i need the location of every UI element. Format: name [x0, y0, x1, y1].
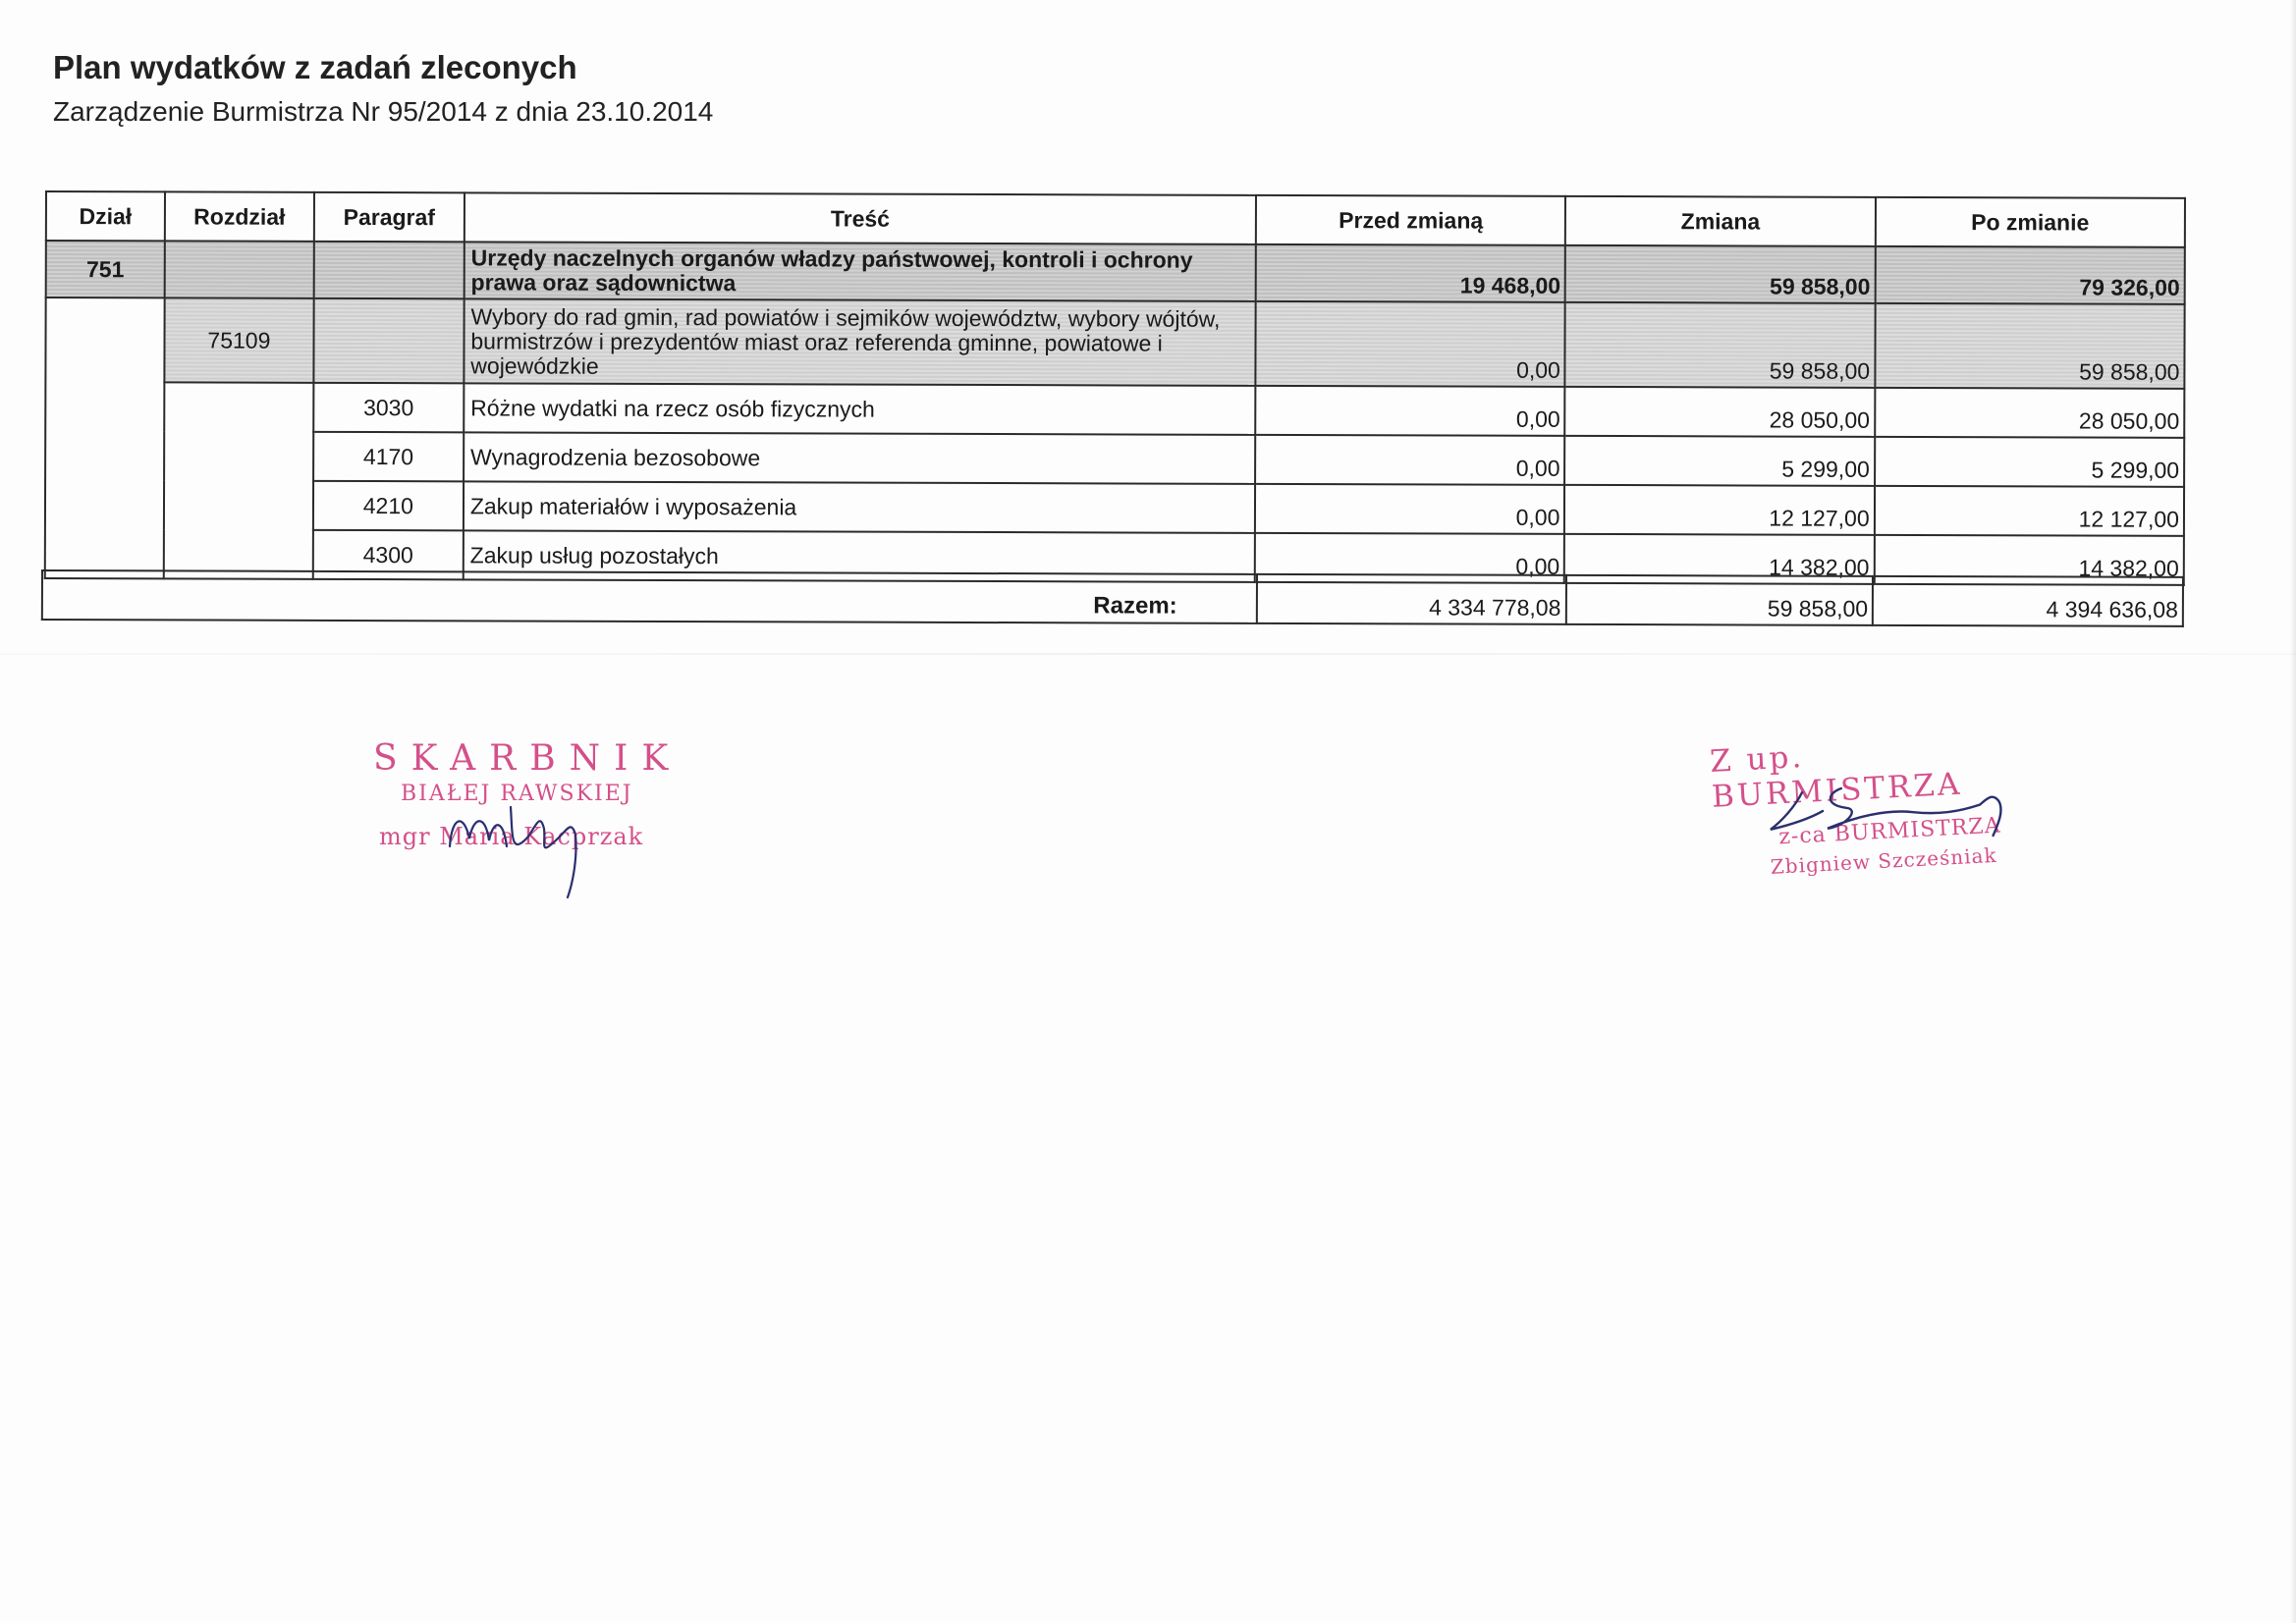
dzial-paragraf-empty: [314, 242, 465, 298]
total-row: [42, 570, 2183, 626]
paragraf-przed: 0,00: [1255, 435, 1564, 485]
paragraf-przed: 0,00: [1255, 386, 1564, 436]
total-po: 4 394 636,08: [1873, 576, 2183, 626]
mayor-stamp-name: Zbigniew Szcześniak: [1770, 842, 1998, 879]
dzial-zmiana: 59 858,00: [1565, 245, 1875, 303]
rozdzial-zmiana: 59 858,00: [1565, 302, 1876, 388]
rozdzial-przed: 0,00: [1256, 301, 1566, 387]
table-row: [45, 431, 2184, 487]
paragraf-przed: 0,00: [1255, 533, 1564, 583]
treasurer-stamp: [373, 738, 683, 905]
paragraf-po: 14 382,00: [1874, 535, 2183, 585]
paragraf-zmiana: 28 050,00: [1565, 387, 1875, 437]
dzial-po: 79 326,00: [1875, 246, 2184, 304]
mayor-signature-icon: [1750, 760, 2049, 864]
header-zmiana: Zmiana: [1565, 196, 1875, 246]
treasurer-stamp-town: BIAŁEJ RAWSKIEJ: [401, 782, 633, 806]
paragraf-code: 3030: [313, 383, 464, 432]
dzial-przed: 19 468,00: [1256, 244, 1565, 302]
paragraf-zmiana: 5 299,00: [1564, 436, 1874, 486]
rozdzial-column-blank: [164, 382, 314, 578]
mayor-stamp-title: Z up. BURMISTRZA: [1709, 738, 1964, 815]
treasurer-stamp-name: mgr Maria Kacprzak: [379, 823, 644, 850]
table-row: [45, 480, 2184, 536]
header-paragraf: Paragraf: [314, 192, 465, 242]
paragraf-po: 28 050,00: [1875, 388, 2184, 438]
treasurer-signature-icon: [442, 778, 599, 905]
total-zmiana: 59 858,00: [1565, 575, 1873, 625]
rozdzial-po: 59 858,00: [1875, 303, 2185, 389]
paragraf-code: 4300: [313, 530, 464, 579]
total-table: [41, 569, 2184, 627]
expense-plan-table: [44, 190, 2186, 586]
paragraf-po: 5 299,00: [1875, 437, 2184, 487]
dzial-row: [46, 241, 2185, 304]
paragraf-zmiana: 14 382,00: [1564, 534, 1874, 584]
rozdzial-paragraf-empty: [313, 298, 464, 383]
mayor-stamp-role: z-ca BURMISTRZA: [1777, 813, 2002, 850]
paragraf-code: 4170: [313, 432, 464, 481]
mayor-stamp: [1709, 721, 2050, 895]
paragraf-tresc: Wynagrodzenia bezosobowe: [464, 432, 1255, 484]
rozdzial-row: [45, 298, 2184, 389]
paragraf-po: 12 127,00: [1875, 486, 2184, 536]
scan-edge-shadow: [2290, 0, 2296, 1623]
paragraf-tresc: Zakup materiałów i wyposażenia: [464, 481, 1255, 533]
paragraf-zmiana: 12 127,00: [1564, 485, 1874, 535]
total-przed: 4 334 778,08: [1257, 574, 1566, 624]
header-przed-zmiana: Przed zmianą: [1256, 195, 1565, 245]
paragraf-tresc: Różne wydatki na rzecz osób fizycznych: [464, 383, 1255, 435]
header-dzial: Dział: [46, 191, 165, 241]
total-label: Razem:: [42, 570, 1257, 623]
header-rozdzial: Rozdział: [165, 191, 314, 241]
paragraf-code: 4210: [313, 481, 464, 530]
document-subtitle: Zarządzenie Burmistrza Nr 95/2014 z dnia 23.10.2014: [53, 96, 714, 127]
dzial-tresc: Urzędy naczelnych organów władzy państwowej, kontroli i ochrony prawa oraz sądownictwa: [465, 242, 1256, 301]
dzial-rozdzial-empty: [165, 241, 314, 298]
table-row: [45, 382, 2184, 438]
rozdzial-tresc: Wybory do rad gmin, rad powiatów i sejmików województw, wybory wójtów, burmistrzów i prezydentów miast oraz referenda gminne, powiatowe i wojewódzkie: [464, 298, 1256, 386]
rozdzial-code: 75109: [164, 298, 313, 382]
paragraf-przed: 0,00: [1255, 484, 1564, 534]
treasurer-stamp-title: SKARBNIK: [373, 738, 683, 779]
document-title: Plan wydatków z zadań zleconych: [53, 49, 577, 85]
header-po-zmianie: Po zmianie: [1876, 197, 2185, 247]
page-fold-line: [0, 653, 2296, 655]
header-tresc: Treść: [465, 192, 1256, 244]
table-header-row: [46, 191, 2185, 247]
dzial-column-blank: [45, 298, 165, 578]
dzial-code: 751: [46, 241, 165, 298]
paragraf-tresc: Zakup usług pozostałych: [464, 530, 1255, 582]
